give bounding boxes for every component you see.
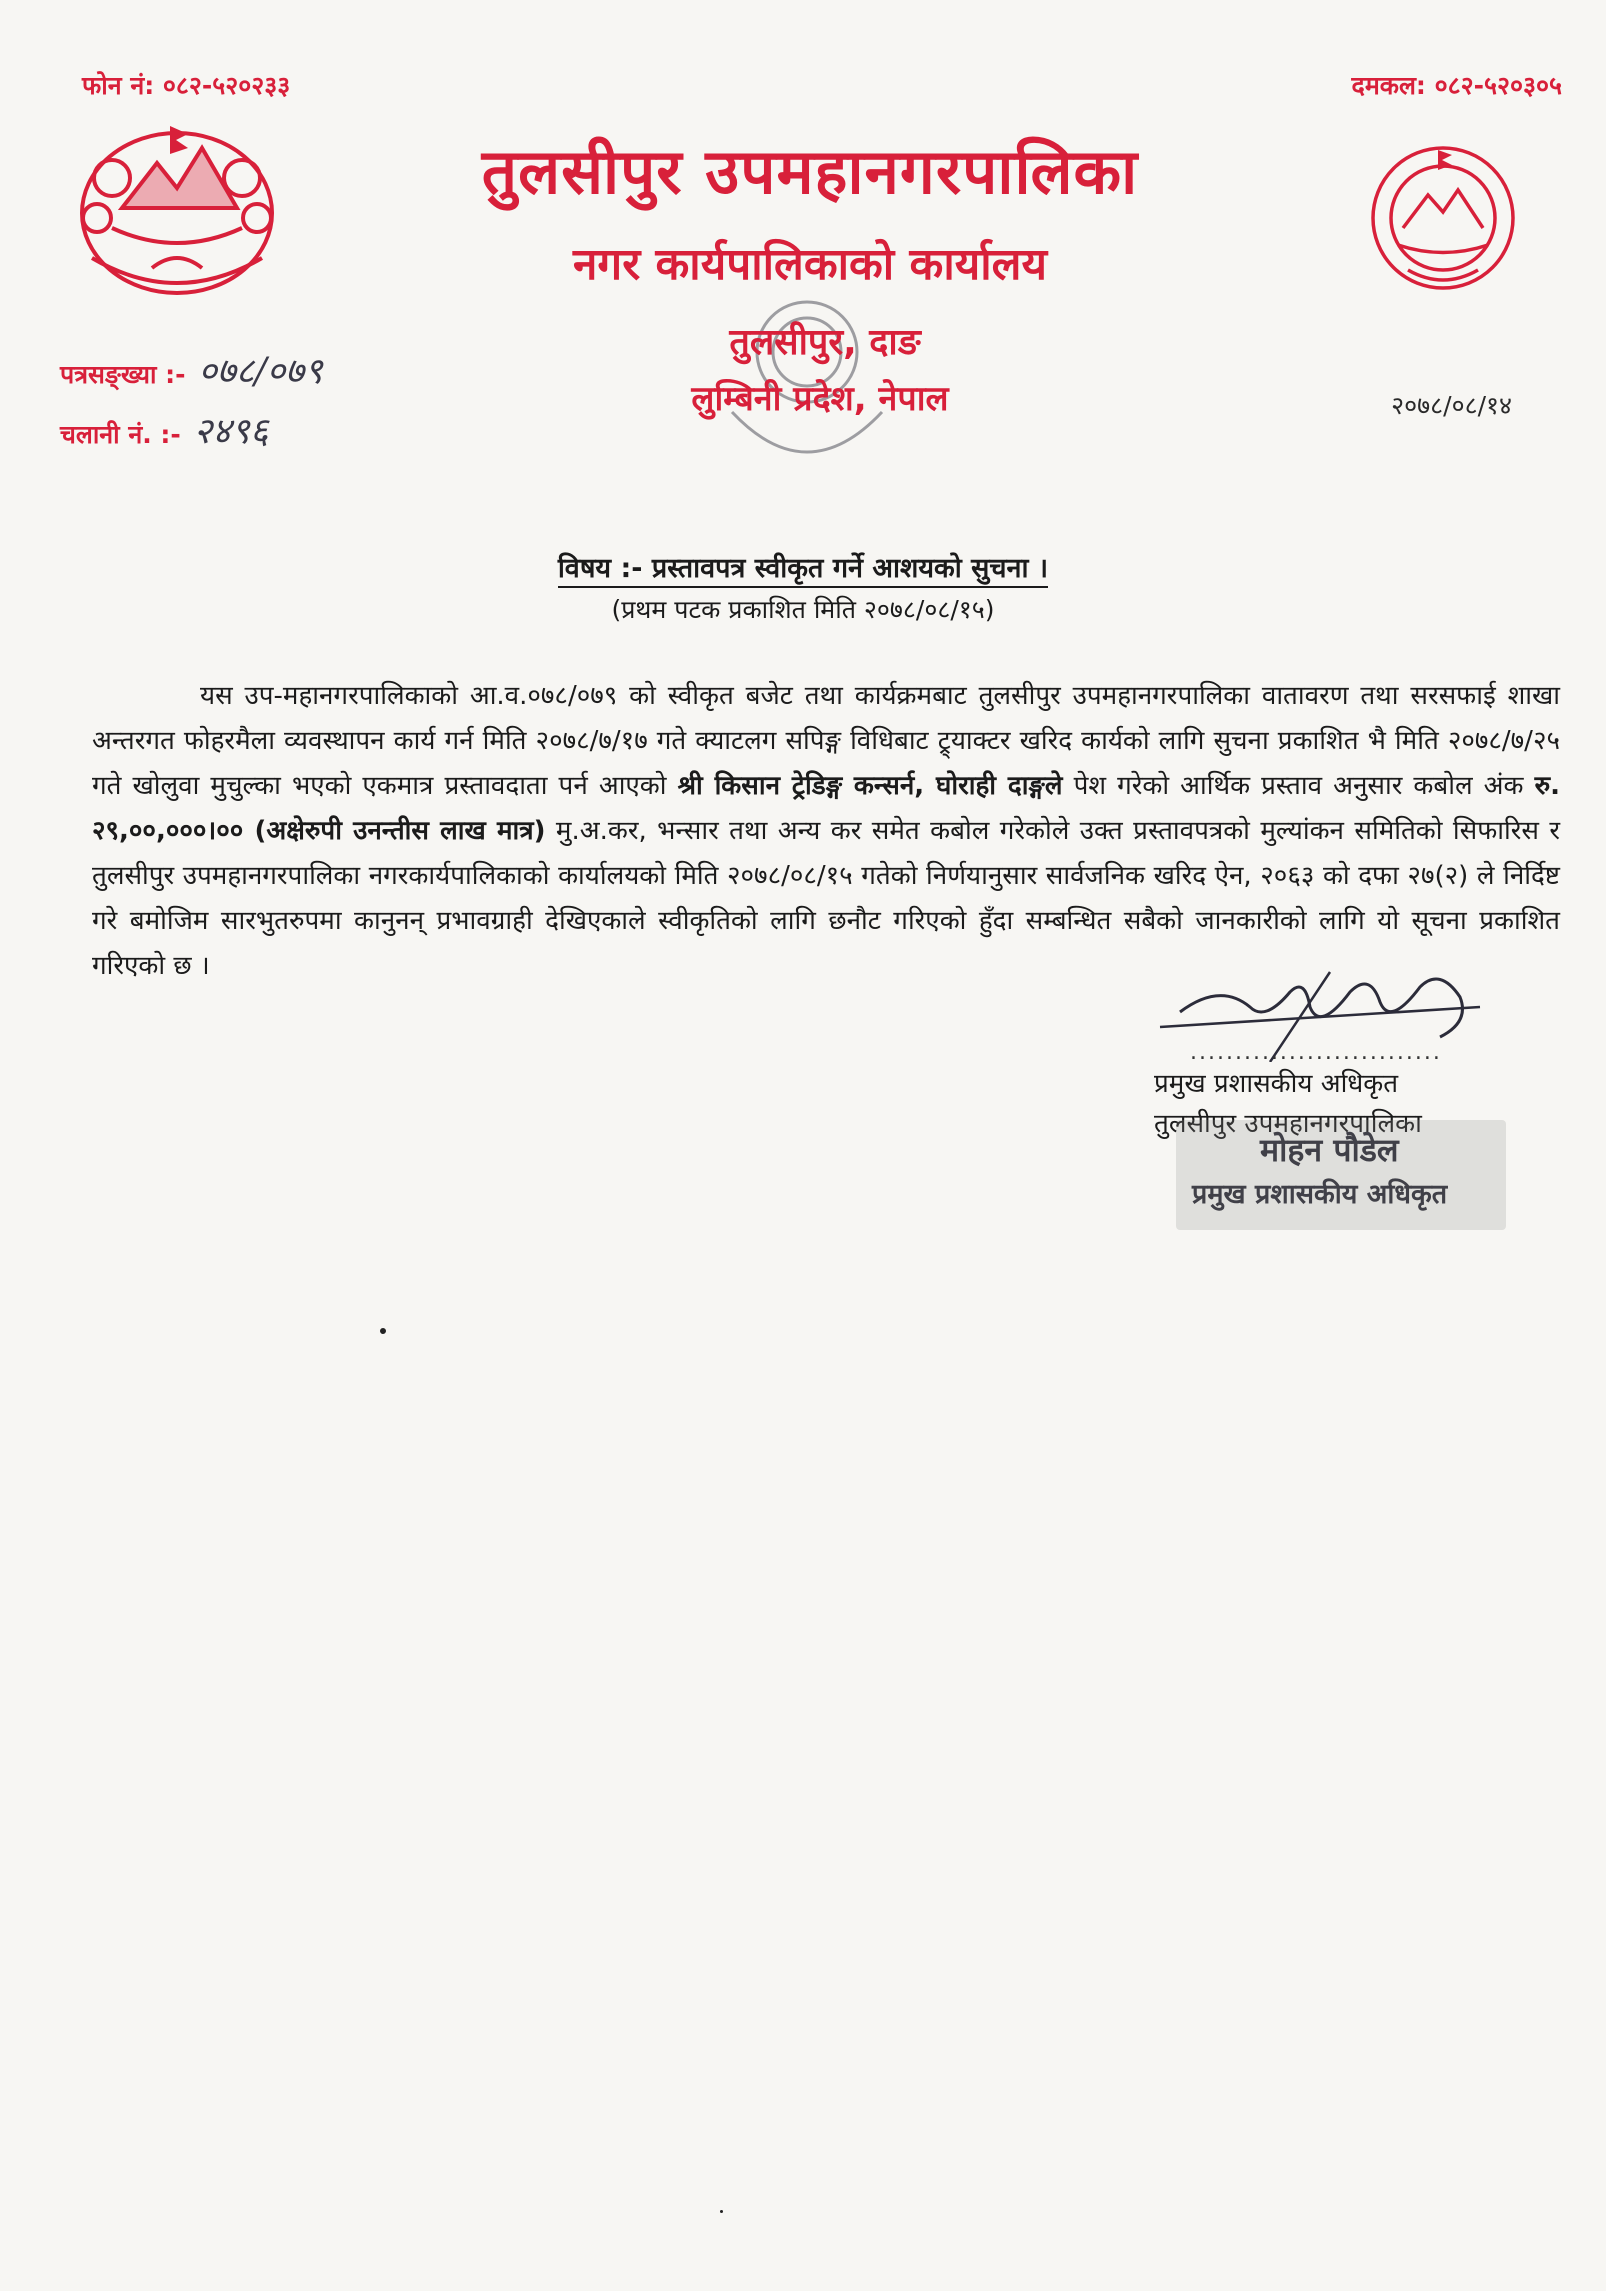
signatory-role: प्रमुख प्रशासकीय अधिकृत <box>1154 1069 1399 1099</box>
office-address-city: तुलसीपुर, दाङ <box>729 322 921 363</box>
office-address-province: लुम्बिनी प्रदेश, नेपाल <box>691 379 949 419</box>
scan-speck <box>380 1328 386 1334</box>
body-part-1: यस उप-महानगरपालिकाको आ.व.०७८/०७९ को स्वीकृत बजेट तथा कार्यक्रमबाट तुलसीपुर उपमहानगरपालिका वातावरण तथा सरसफाई शाखा अन्तरगत फोहरमैला व्यवस्थापन कार्य गर्न मिति २०७८/७/१७ गते क्याटलग सपिङ्ग विधिबाट ट्र्याक्टर खरिद कार्यको लागि सुचना प्रकाशित भै मिति २०७८/७/२५ गते खोलुवा मुचुल्का भएको एकमात्र प्रस्तावदाता पर्न आएको <box>92 681 1560 801</box>
signature-block <box>1140 952 1560 1252</box>
nepal-emblem-seal <box>52 108 302 318</box>
fire-brigade-number: दमकल: ०८२-५२०३०५ <box>1351 71 1562 100</box>
municipality-logo <box>1358 140 1528 300</box>
letter-number <box>60 345 323 394</box>
letter-number-label: पत्रसङ्ख्या :- <box>60 360 186 389</box>
body-part-3: मु.अ.कर, भन्सार तथा अन्य कर समेत कबोल गरेकोले उक्त प्रस्तावपत्रको मुल्यांकन समितिको सिफारिस र तुलसीपुर उपमहानगरपालिका नगरकार्यपालिकाको कार्यालयको मिति २०७८/०८/१५ गतेको निर्णयानुसार सार्वजनिक खरिद ऐन, २०६३ को दफा २७(२) ले निर्दिष्ट गरे बमोजिम सारभुतरुपमा कानुनन् प्रभावग्राही देखिएकाले स्वीकृतिको लागि छनौट गरिएको हुँदा सम्बन्धित सबैको जानकारीको लागि यो सूचना प्रकाशित गरिएको छ । <box>92 816 1560 981</box>
subject-line <box>0 548 1606 585</box>
dispatch-number <box>60 405 268 454</box>
signature-line: ............................ <box>1190 1040 1442 1065</box>
office-name: नगर कार्यपालिकाको कार्यालय <box>573 239 1047 290</box>
letter-date: २०७८/०८/१४ <box>1391 391 1512 420</box>
subject-text: विषय :- प्रस्तावपत्र स्वीकृत गर्ने आशयको सुचना । <box>558 553 1048 588</box>
dispatch-number-label: चलानी नं. :- <box>60 420 181 449</box>
municipality-name: तुलसीपुर उपमहानगरपालिका <box>481 135 1139 208</box>
dispatch-number-value: २४९६ <box>193 411 269 452</box>
bid-amount: रु. २९,००,०००।०० (अक्षेरुपी उनन्तीस लाख मात्र) <box>92 771 1561 846</box>
signatory-organization: तुलसीपुर उपमहानगरपालिका <box>1154 1109 1422 1139</box>
publication-note: (प्रथम पटक प्रकाशित मिति २०७८/०८/१५) <box>611 595 995 624</box>
bidder-name: श्री किसान ट्रेडिङ्ग कन्सर्न, घोराही दाङ्गले <box>677 771 1063 801</box>
stamp-name: मोहन पौडेल <box>1260 1131 1399 1169</box>
notice-body <box>92 674 1560 989</box>
stamp-title: प्रमुख प्रशासकीय अधिकृत <box>1192 1179 1448 1210</box>
scan-speck <box>720 2210 723 2213</box>
letter-number-value: ०७८/०७९ <box>198 351 323 392</box>
body-part-2: पेश गरेको आर्थिक प्रस्ताव अनुसार कबोल अंक <box>1073 771 1524 801</box>
phone-number: फोन नं: ०८२-५२०२३३ <box>82 71 291 100</box>
